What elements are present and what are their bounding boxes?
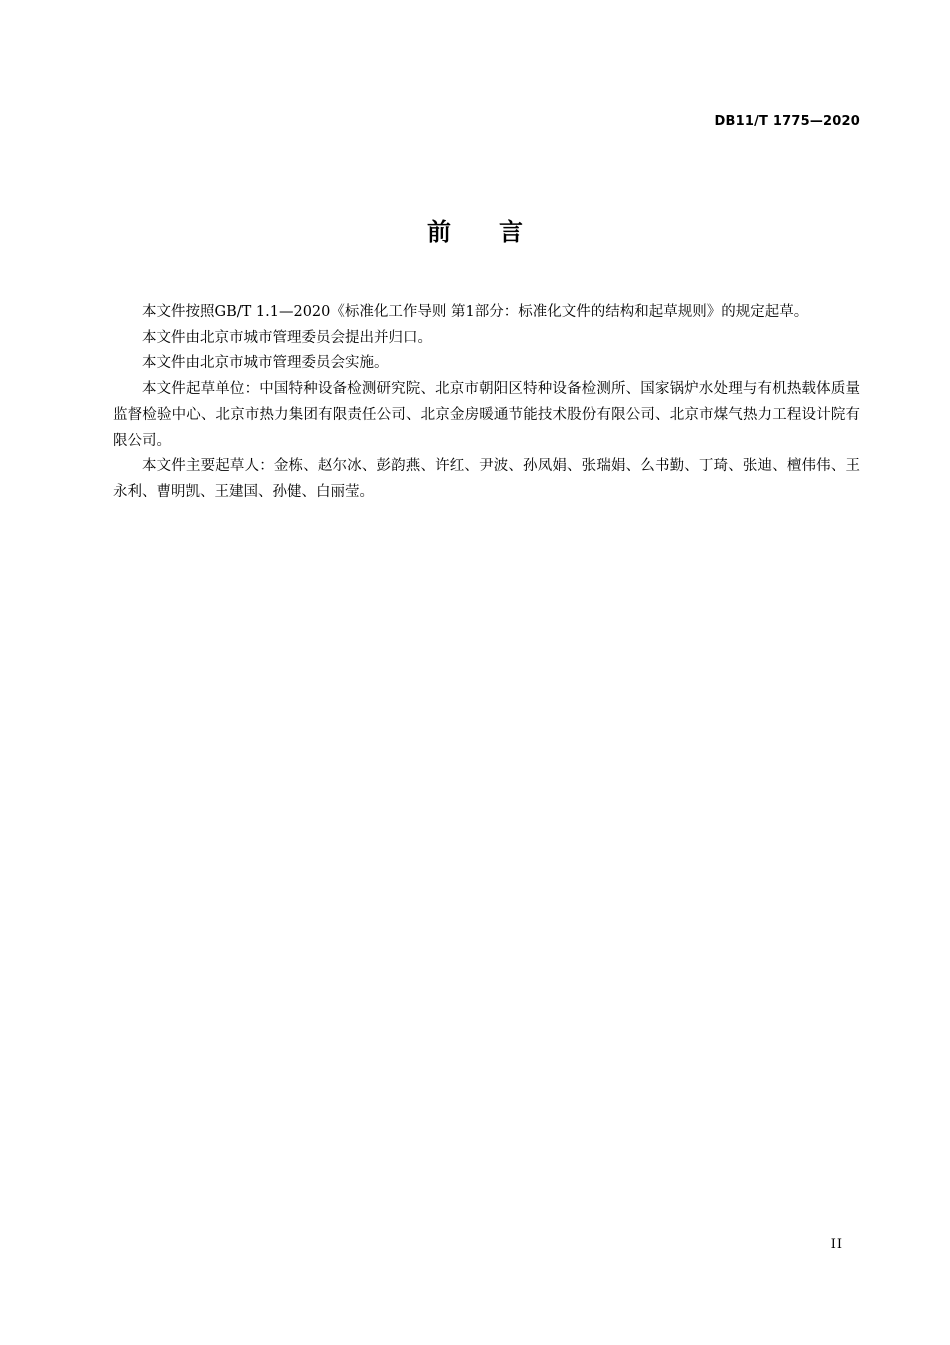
paragraph-drafting-units: 本文件起草单位：中国特种设备检测研究院、北京市朝阳区特种设备检测所、国家锅炉水处理与有机热载体质量监督检验中心、北京市热力集团有限责任公司、北京金房暖通节能技术股份有限公司、北京市煤气热力工程设计院有限公司。 [113,381,860,449]
foreword-body [113,300,860,506]
document-code: DB11/T 1775—2020 [714,114,860,129]
paragraph-proposer: 本文件由北京市城市管理委员会提出并归口。 [142,329,432,346]
page-number: II [830,1237,843,1252]
paragraph-drafters: 本文件主要起草人：金栋、赵尔冰、彭韵燕、许红、尹波、孙凤娟、张瑞娟、么书勤、丁琦、张迪、檀伟伟、王永利、曹明凯、王建国、孙健、白丽莹。 [113,458,860,500]
paragraph-drafting-rules: 本文件按照GB/T 1.1—2020《标准化工作导则 第1部分：标准化文件的结构和起草规则》的规定起草。 [142,304,809,320]
section-title [0,212,950,247]
title-char-1: 前 [427,218,451,246]
title-char-2: 言 [499,218,523,246]
paragraph-implementer: 本文件由北京市城市管理委员会实施。 [142,355,389,372]
